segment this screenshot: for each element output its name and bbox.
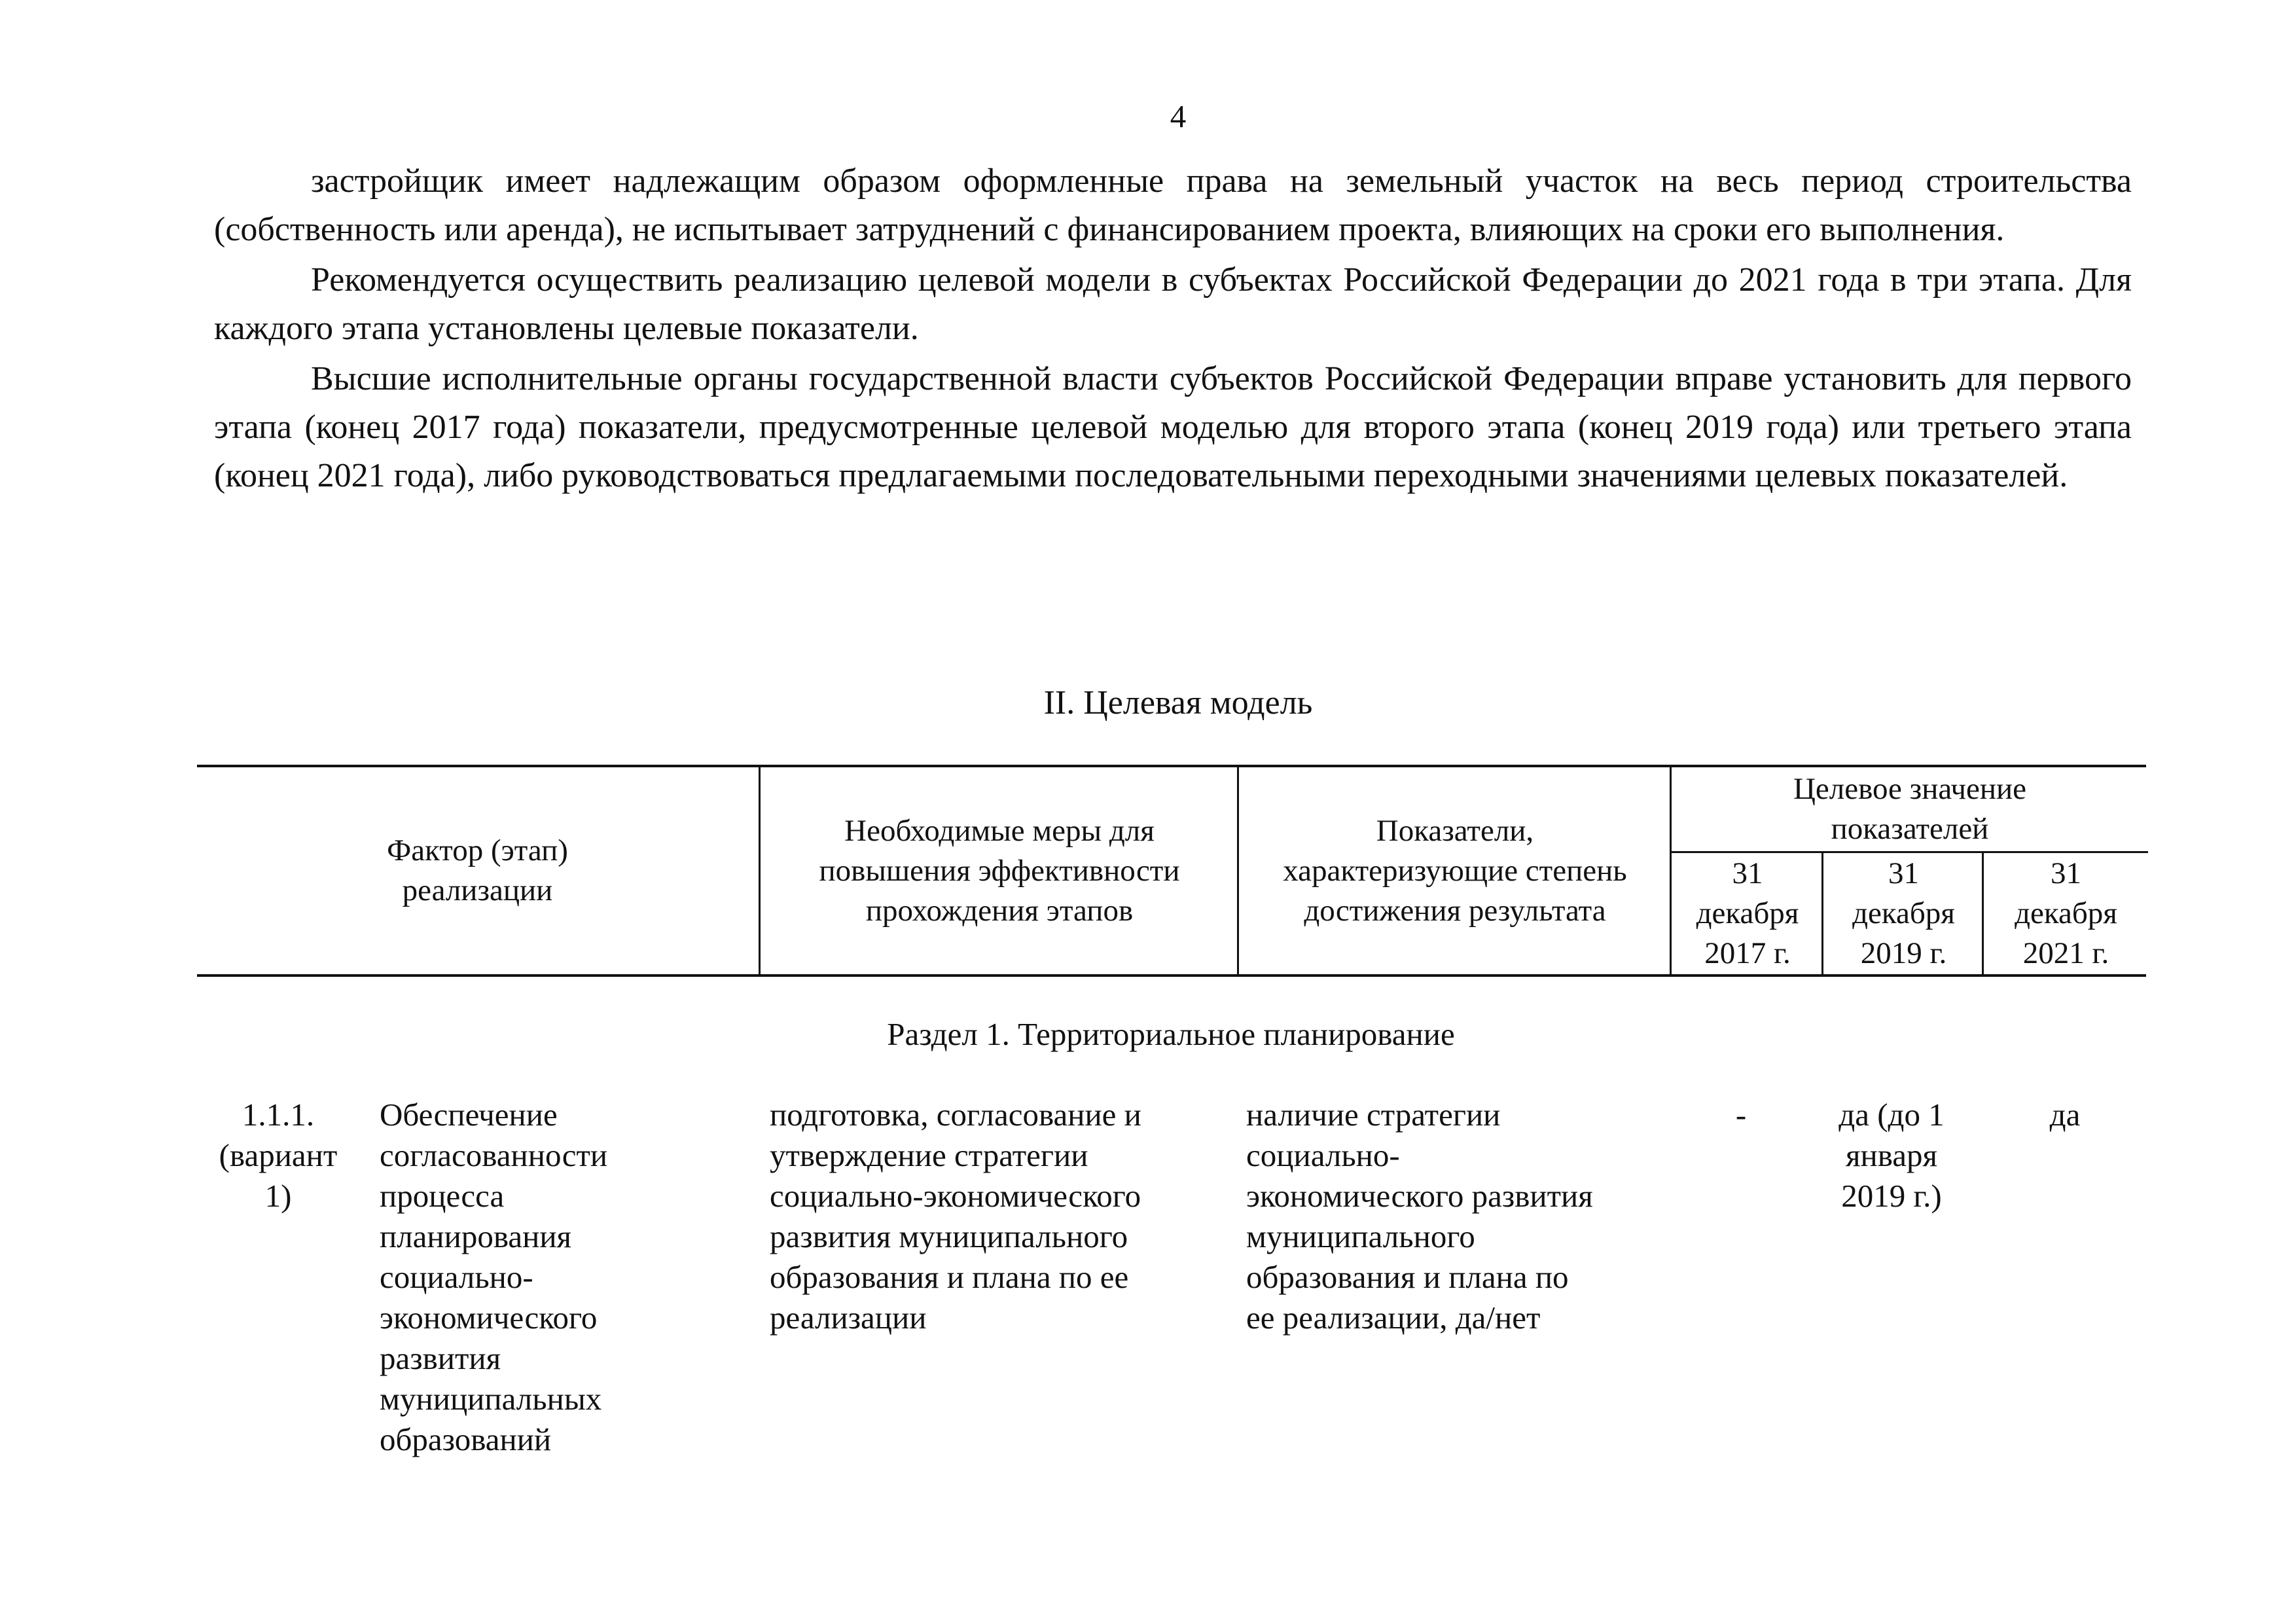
header-date-2021: 31 декабря 2021 г. xyxy=(1982,853,2148,974)
header-indicators: Показатели, характеризующие степень достижения результата xyxy=(1237,767,1671,974)
page-number: 4 xyxy=(1170,98,1187,134)
row-value-2017: - xyxy=(1735,1097,1747,1133)
intro-paragraph: Высшие исполнительные органы государственной власти субъектов Российской Федерации вправе установить для первого этапа (конец 2017 года) показатели, предусмотренные целевой моделью для второго этапа (конец 2019 года) или третьего этапа (конец 2021 года), либо руководствоваться предлагаемыми последовательными переходными значениями целевых показателей. xyxy=(214,360,2132,494)
intro-paragraph: Рекомендуется осуществить реализацию целевой модели в субъектах Российской Федерации до 2021 года в три этапа. Для каждого этапа установлены целевые показатели. xyxy=(214,261,2132,347)
table-header xyxy=(197,765,2146,977)
subsection-title: Раздел 1. Территориальное планирование xyxy=(887,1016,1455,1052)
header-measures: Необходимые меры для повышения эффективности прохождения этапов xyxy=(759,767,1238,974)
header-date-2019: 31 декабря 2019 г. xyxy=(1821,853,1984,974)
header-date-2017: 31 декабря 2017 г. xyxy=(1670,853,1823,974)
intro-text xyxy=(214,157,2132,502)
row-measures: подготовка, согласование и утверждение стратегии социально-экономического развития муниципального образования и плана по ее реализации xyxy=(770,1097,1141,1336)
row-value-2021: да xyxy=(2049,1097,2081,1133)
intro-paragraph: застройщик имеет надлежащим образом оформленные права на земельный участок на весь период строительства (собственность или аренда), не испытывает затруднений с финансированием проекта, влияющих на сроки его выполнения. xyxy=(214,162,2132,248)
header-target-value: Целевое значение показателей xyxy=(1670,767,2148,853)
row-factor: Обеспечение согласованности процесса планирования социально- экономического развития муниципальных образований xyxy=(380,1097,608,1457)
row-value-2019: да (до 1 января 2019 г.) xyxy=(1839,1097,1945,1214)
header-factor: Фактор (этап) реализации xyxy=(387,833,568,907)
row-indicators: наличие стратегии социально- экономического развития муниципального образования и плана по ее реализации, да/нет xyxy=(1246,1097,1593,1336)
row-number: 1.1.1. (вариант 1) xyxy=(219,1097,338,1214)
section-title: II. Целевая модель xyxy=(1043,684,1313,721)
